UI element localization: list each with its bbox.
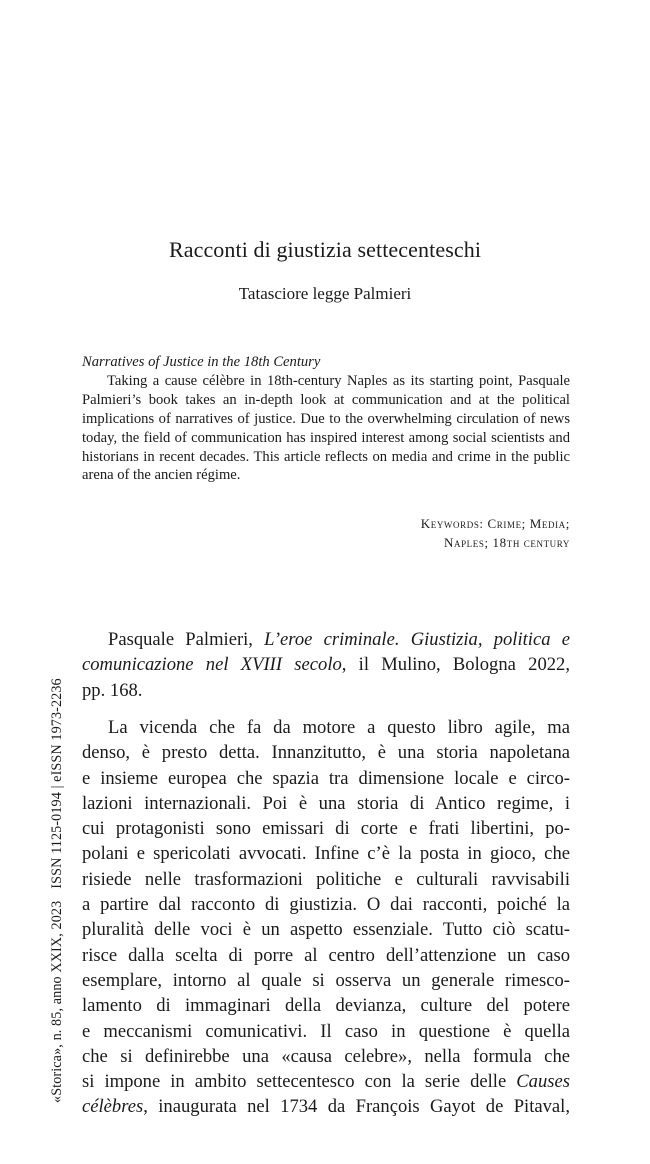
body-line-part: si impone in ambito settecentesco con la serie delle [82, 1071, 517, 1093]
book-reference [82, 627, 570, 703]
book-title-part-2: comunicazione nel XVIII secolo [82, 654, 342, 676]
body-line: che si definirebbe una «causa celebre», nella formula che [82, 1045, 570, 1067]
keywords-line-1: Keywords: Crime; Media; [420, 516, 570, 531]
body-line: La vicenda che fa da motore a questo libro agile, ma [108, 717, 570, 738]
book-title-part-1: L’eroe criminale. Giustizia, politica e [264, 629, 570, 650]
abstract-title: Narratives of Justice in the 18th Century [82, 354, 321, 370]
book-publisher: , il Mulino, Bologna 2022, [341, 654, 570, 676]
body-line: e insieme europea che spazia tra dimensione locale e circo- [82, 767, 570, 789]
abstract-text: Taking a cause célèbre in 18th-century Naples as its starting point, Pasquale Palmieri’s book takes an in-depth look at communication and at the political implications of narratives of justice. Due to the overwhelming circulation of news today, the field of communication has inspired interest among social scientists and historians in recent decades. This article reflects on media and crime in the public arena of the ancien régime. [82, 372, 570, 484]
issn-info: ISSN 1125-0194 | eISSN 1973-2236 [49, 678, 65, 889]
body-line: risiede nelle trasformazioni politiche e culturali ravvisabili [82, 868, 570, 890]
body-line: polani e spericolati avvocati. Infine c’è la posta in gioco, che [82, 843, 570, 865]
abstract [82, 353, 570, 485]
journal-citation: «Storica», n. 85, anno XXIX, 2023 [49, 900, 65, 1103]
body-line-part: , inaugurata nel 1734 da François Gayot de Pitaval, [143, 1096, 570, 1118]
book-pages: pp. 168. [82, 679, 143, 701]
keywords-line-2: Naples; 18th century [443, 535, 570, 550]
journal-side-note [49, 678, 66, 1103]
body-line: esemplare, intorno al quale si osserva un generale rimesco- [82, 969, 570, 991]
review-body [82, 715, 570, 1120]
body-line: lazioni internazionali. Poi è una storia di Antico regime, i [82, 792, 570, 814]
article-title: Racconti di giustizia settecenteschi [168, 237, 482, 262]
keywords [82, 514, 570, 552]
body-line: a partire dal racconto di giustizia. O dai racconti, poiché la [82, 894, 570, 916]
body-line: e meccanismi comunicativi. Il caso in questione è quella [82, 1020, 570, 1042]
body-line: risce dalla scelta di porre al centro dell’attenzione un caso [82, 944, 570, 966]
body-line: lamento di immaginari della devianza, culture del potere [82, 995, 570, 1017]
body-line: cui protagonisti sono emissari di corte e frati libertini, po- [82, 818, 570, 840]
book-author: Pasquale Palmieri, [108, 629, 265, 650]
body-line: denso, è presto detta. Innanzitutto, è una storia napoletana [82, 742, 570, 764]
body-italic-term: célèbres [82, 1096, 144, 1118]
body-line: pluralità delle voci è un aspetto essenziale. Tutto ciò scatu- [82, 919, 570, 941]
article-subtitle: Tatasciore legge Palmieri [238, 284, 412, 303]
body-italic-term: Causes [516, 1071, 570, 1093]
